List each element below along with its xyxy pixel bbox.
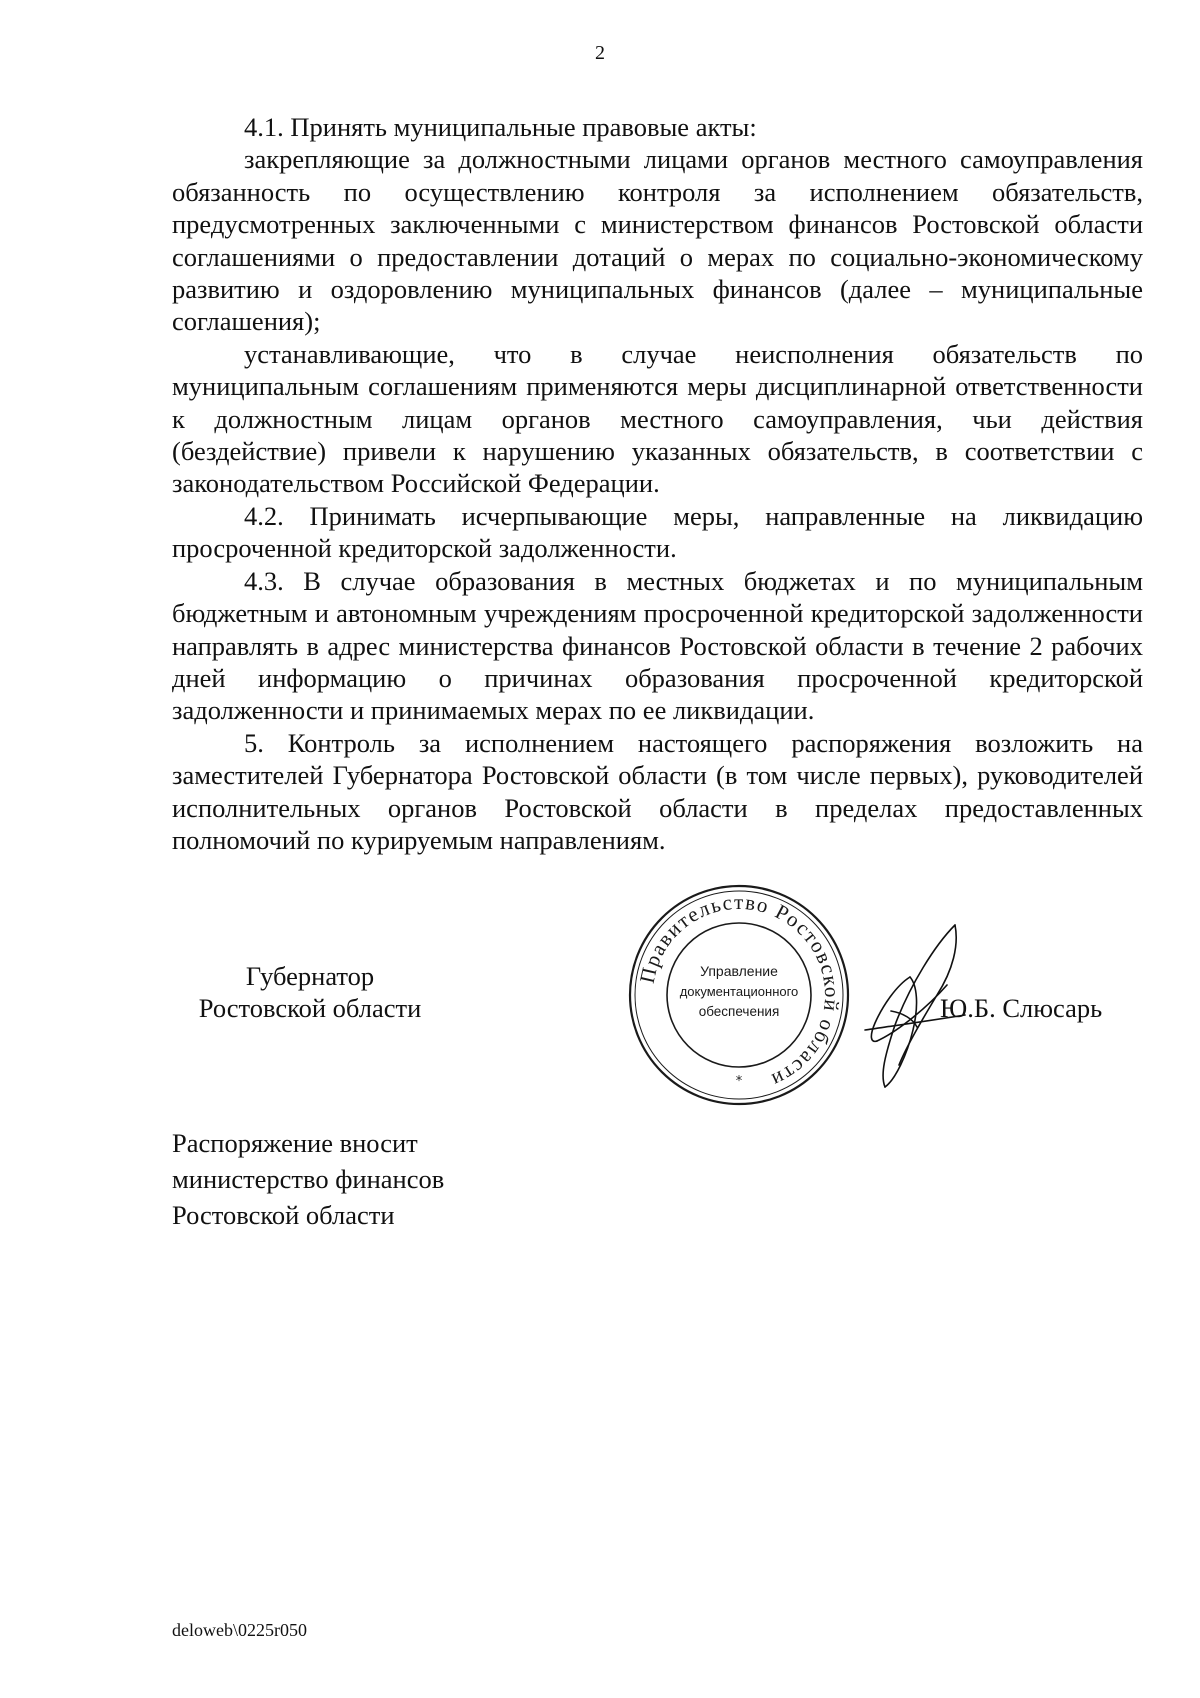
governor-title-line-2: Ростовской области <box>198 993 422 1023</box>
seal-inner-line-3: обеспечения <box>698 1004 780 1019</box>
seal-star-icon: * <box>735 1074 743 1089</box>
submitted-by-line-3: Ростовской области <box>172 1200 395 1230</box>
document-body <box>172 111 1143 856</box>
seal-inner-line-1: Управление <box>700 963 778 979</box>
paragraph-4-2: 4.2. Принимать исчерпывающие меры, направленные на ликвидацию просроченной кредиторской задолженности. <box>172 500 1143 564</box>
paragraph-4-1-item-2: устанавливающие, что в случае неисполнения обязательств по муниципальным соглашениям применяются меры дисциплинарной ответственности к должностным лицам органов местного самоуправления, чьи действия (бездействие) привели к нарушению указанных обязательств, в соответствии с законодательством Российской Федерации. <box>172 338 1143 499</box>
submitted-by <box>172 1125 444 1233</box>
paragraph-4-1: 4.1. Принять муниципальные правовые акты: <box>244 112 757 142</box>
paragraph-5: 5. Контроль за исполнением настоящего распоряжения возложить на заместителей Губернатора Ростовской области (в том числе первых), руководителей исполнительных органов Ростовской области в пределах предоставленных полномочий по курируемым направлениям. <box>172 727 1143 855</box>
governor-title <box>160 960 460 1024</box>
paragraph-4-1-item-1: закрепляющие за должностными лицами органов местного самоуправления обязанность по осуществлению контроля за исполнением обязательств, предусмотренных заключенными с министерством финансов Ростовской области соглашениями о предоставлении дотаций о мерах по социально-экономическому развитию и оздоровлению муниципальных финансов (далее – муниципальные соглашения); <box>172 144 1143 337</box>
paragraph-4-3: 4.3. В случае образования в местных бюджетах и по муниципальным бюджетным и автономным учреждениям просроченной кредиторской задолженности направлять в адрес министерства финансов Ростовской области в течение 2 рабочих дней информацию о причинах образования просроченной кредиторской задолженности и принимаемых мерах по ее ликвидации. <box>172 565 1143 726</box>
official-seal <box>626 882 852 1108</box>
seal-outer-text: Правительство Ростовской области <box>634 889 845 1094</box>
submitted-by-line-2: министерство финансов <box>172 1164 445 1194</box>
seal-inner-line-2: документационного <box>679 984 799 999</box>
signer-name: Ю.Б. Слюсарь <box>940 993 1103 1023</box>
document-code: deloweb\0225r050 <box>172 1620 307 1640</box>
submitted-by-line-1: Распоряжение вносит <box>172 1128 418 1158</box>
governor-title-line-1: Губернатор <box>245 961 375 991</box>
page-number: 2 <box>595 42 605 64</box>
